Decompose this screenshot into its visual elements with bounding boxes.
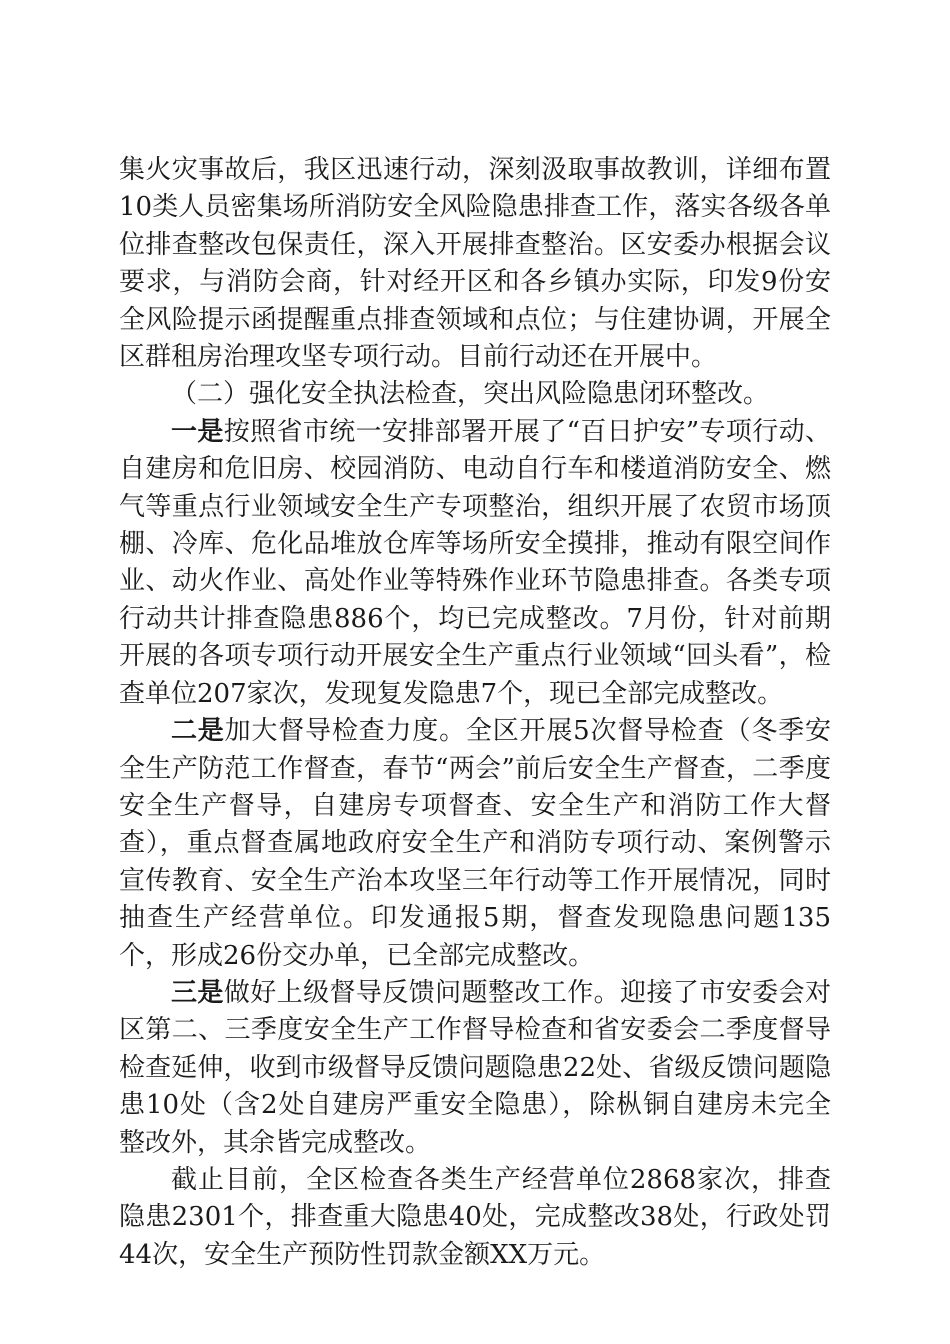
paragraph-continuation: 集火灾事故后，我区迅速行动，深刻汲取事故教训，详细布置10类人员密集场所消防安全风险隐患排查工作，落实各级各单位排查整改包保责任，深入开展排查整治。区安委办根据会议要求，与消防会商，针对经开区和各乡镇办实际，印发9份安全风险提示函提醒重点排查领域和点位；与住建协调，开展全区群租房治理攻坚专项行动。目前行动还在开展中。: [119, 155, 831, 373]
paragraph-third: [119, 975, 831, 1162]
paragraph-text: 按照省市统一安排部署开展了“百日护安”专项行动、自建房和危旧房、校园消防、电动自行车和楼道消防安全、燃气等重点行业领域安全生产专项整治，组织开展了农贸市场顶棚、冷库、危化品堆放仓库等场所安全摸排，推动有限空间作业、动火作业、高处作业等特殊作业环节隐患排查。各类专项行动共计排查隐患886个，均已完成整改。7月份，针对前期开展的各项专项行动开展安全生产重点行业领域“回头看”，检查单位207家次，发现复发隐患7个，现已全部完成整改。: [119, 416, 831, 709]
lead-label: 一是: [171, 416, 224, 447]
section-heading: （二）强化安全执法检查，突出风险隐患闭环整改。: [171, 379, 770, 410]
paragraph-text: 做好上级督导反馈问题整改工作。迎接了市安委会对区第二、三季度安全生产工作督导检查和省安委会二季度督导检查延伸，收到市级督导反馈问题隐患22处、省级反馈问题隐患10处（含2处自建房严重安全隐患），除枞铜自建房未完全整改外，其余皆完成整改。: [119, 977, 831, 1158]
document-body: [119, 152, 831, 1274]
paragraph-first: [119, 414, 831, 713]
paragraph-summary: 截止目前，全区检查各类生产经营单位2868家次，排查隐患2301个，排查重大隐患40处，完成整改38处，行政处罚44次，安全生产预防性罚款金额XX万元。: [119, 1164, 831, 1270]
lead-label: 二是: [171, 716, 225, 747]
paragraph-text: 加大督导检查力度。全区开展5次督导检查（冬季安全生产防范工作督查，春节“两会”前后安全生产督查，二季度安全生产督导，自建房专项督查、安全生产和消防工作大督查），重点督查属地政府安全生产和消防专项行动、案例警示宣传教育、安全生产治本攻坚三年行动等工作开展情况，同时抽查生产经营单位。印发通报5期，督查发现隐患问题135个，形成26份交办单，已全部完成整改。: [119, 716, 831, 971]
paragraph-second: [119, 713, 831, 975]
lead-label: 三是: [171, 977, 224, 1008]
